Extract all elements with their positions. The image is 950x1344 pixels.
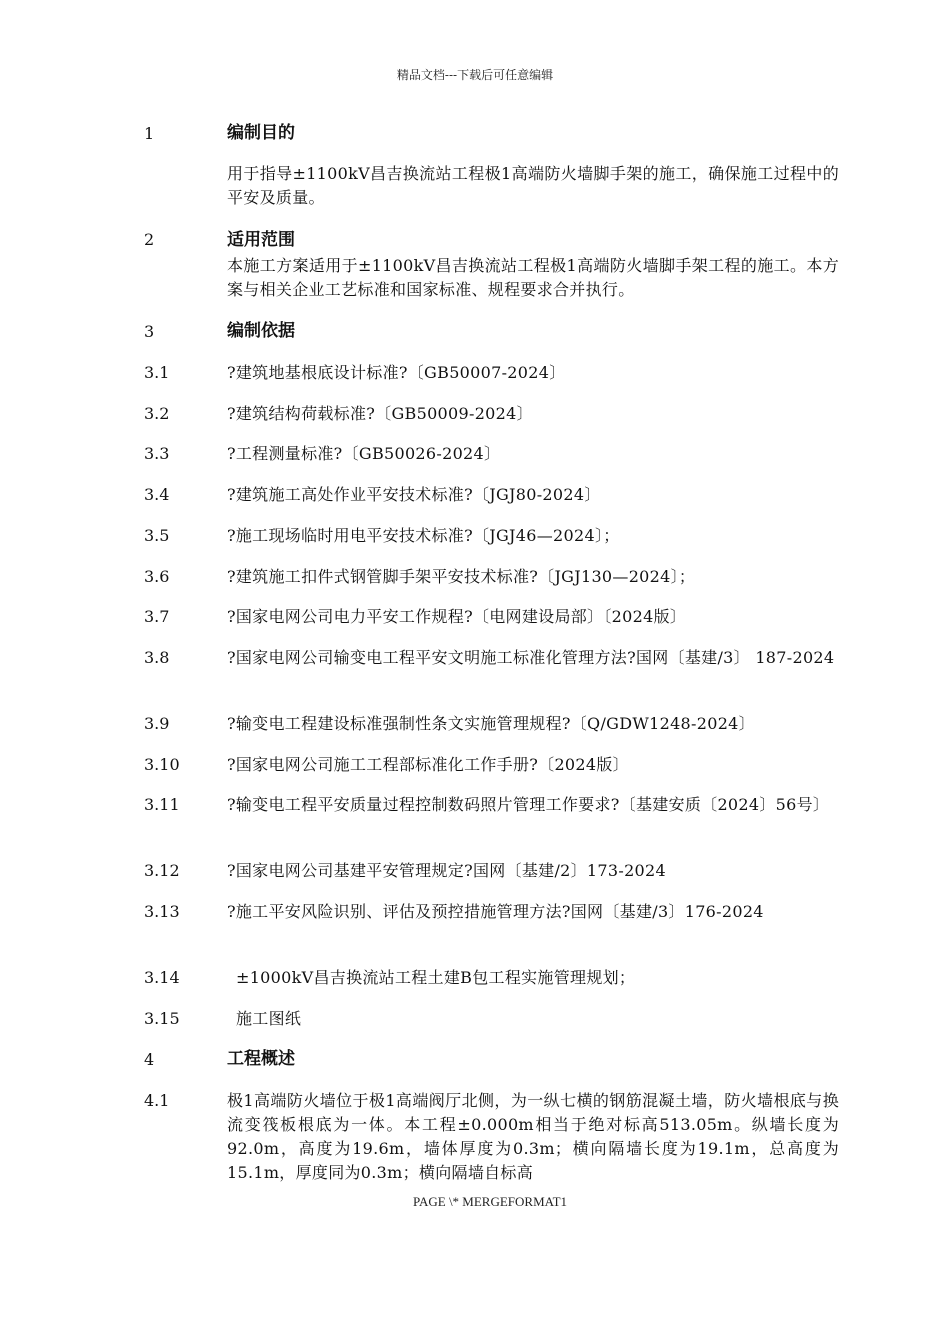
section-title: 适用范围 — [227, 230, 295, 250]
section-number: 4 — [144, 1050, 155, 1069]
reference-text: 施工图纸 — [236, 1009, 302, 1028]
reference-number: 3.4 — [144, 485, 170, 504]
section-body: 用于指导±1100kV昌吉换流站工程极1高端防火墙脚手架的施工，确保施工过程中的平安及质量。 — [227, 164, 839, 207]
reference-number: 3.11 — [144, 795, 180, 814]
reference-text: ?建筑结构荷载标准?〔GB50009-2024〕 — [227, 404, 533, 423]
section-number: 1 — [144, 124, 155, 143]
reference-text: ±1000kV昌吉换流站工程土建B包工程实施管理规划； — [236, 968, 636, 987]
reference-number: 3.8 — [144, 648, 170, 667]
section-title: 编制依据 — [227, 321, 295, 341]
reference-text: ?工程测量标准?〔GB50026-2024〕 — [227, 444, 501, 463]
reference-number: 3.14 — [144, 968, 180, 987]
reference-text: ?国家电网公司施工工程部标准化工作手册?〔2024版〕 — [227, 755, 629, 774]
reference-number: 3.1 — [144, 363, 170, 382]
section-title: 编制目的 — [227, 123, 295, 143]
reference-text: ?输变电工程建设标准强制性条文实施管理规程?〔Q/GDW1248-2024〕 — [227, 714, 755, 733]
reference-number: 3.13 — [144, 902, 180, 921]
page-footer: PAGE \* MERGEFORMAT1 — [412, 1194, 568, 1209]
reference-text: ?输变电工程平安质量过程控制数码照片管理工作要求?〔基建安质〔2024〕56号〕 — [227, 795, 830, 814]
reference-number: 3.7 — [144, 607, 170, 626]
reference-text: ?国家电网公司基建平安管理规定?国网〔基建/2〕173-2024 — [227, 861, 666, 880]
section-body: 本施工方案适用于±1100kV昌吉换流站工程极1高端防火墙脚手架工程的施工。本方案与相关企业工艺标准和国家标准、规程要求合并执行。 — [227, 256, 839, 299]
reference-number: 3.6 — [144, 567, 170, 586]
reference-text: ?建筑施工扣件式钢管脚手架平安技术标准?〔JGJ130—2024〕； — [227, 567, 696, 586]
reference-text: ?国家电网公司电力平安工作规程?〔电网建设局部〕〔2024版〕 — [227, 607, 687, 626]
subsection-number: 4.1 — [144, 1091, 170, 1110]
subsection-body: 极1高端防火墙位于极1高端阀厅北侧，为一纵七横的钢筋混凝土墙，防火墙根底与换流变筏板根底为一体。本工程±0.000m相当于绝对标高513.05m。纵墙长度为92.0m，高度为19.6m，墙体厚度为0.3m；横向隔墙长度为19.1m，总高度为15.1m，厚度同为0.3m；横向隔墙自标高 — [227, 1091, 839, 1182]
page-header: 精品文档---下载后可任意编辑 — [396, 68, 554, 82]
section-number: 3 — [144, 322, 155, 341]
reference-number: 3.10 — [144, 755, 180, 774]
reference-number: 3.15 — [144, 1009, 180, 1028]
reference-number: 3.2 — [144, 404, 170, 423]
reference-text: ?建筑施工高处作业平安技术标准?〔JGJ80-2024〕 — [227, 485, 601, 504]
reference-text: ?施工平安风险识别、评估及预控措施管理方法?国网〔基建/3〕176-2024 — [227, 902, 764, 921]
reference-number: 3.5 — [144, 526, 170, 545]
reference-text: ?施工现场临时用电平安技术标准?〔JGJ46—2024〕； — [227, 526, 620, 545]
reference-number: 3.3 — [144, 444, 170, 463]
reference-text: ?国家电网公司输变电工程平安文明施工标准化管理方法?国网〔基建/3〕 187-2024 — [227, 648, 835, 667]
section-number: 2 — [144, 230, 155, 249]
reference-number: 3.12 — [144, 861, 180, 880]
reference-number: 3.9 — [144, 714, 170, 733]
section-title: 工程概述 — [227, 1049, 295, 1069]
reference-text: ?建筑地基根底设计标准?〔GB50007-2024〕 — [227, 363, 566, 382]
